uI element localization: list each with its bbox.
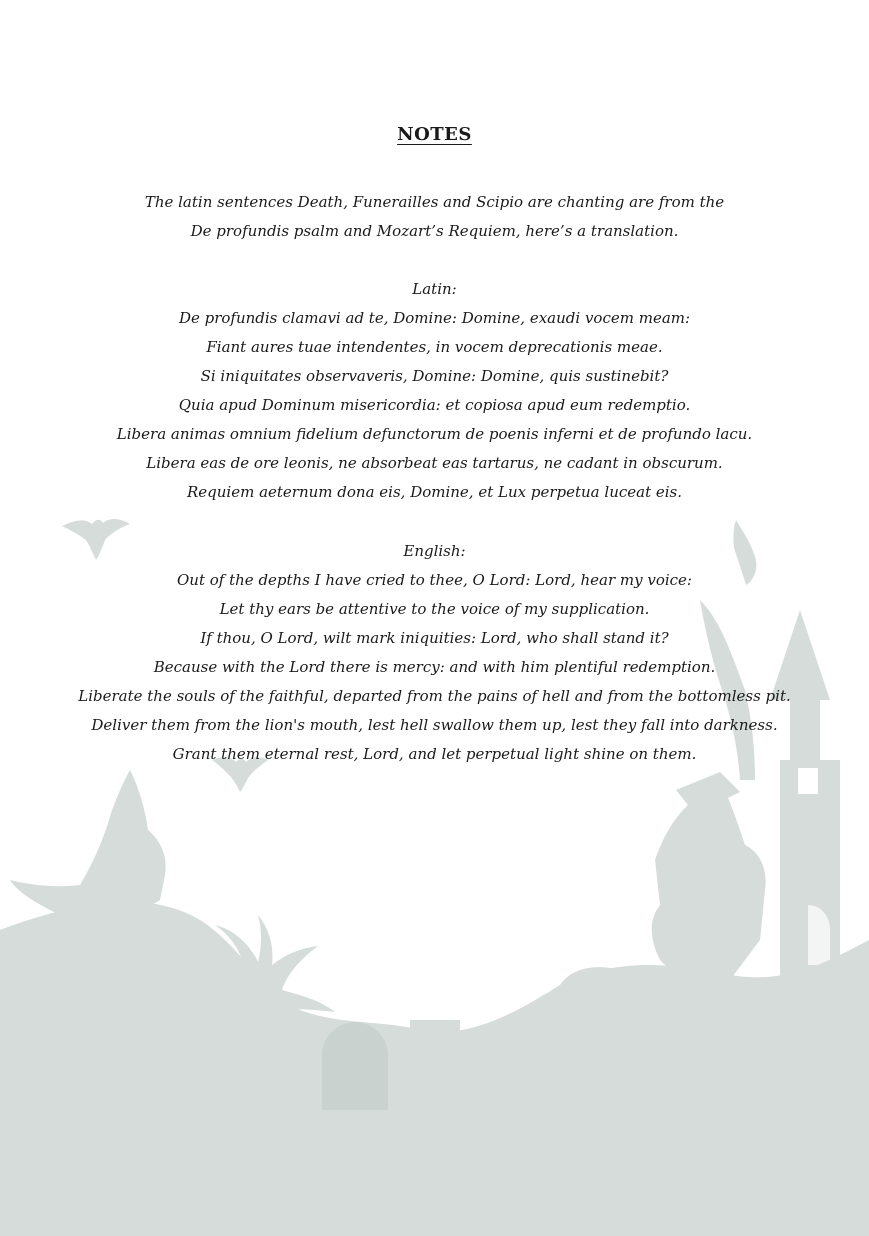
latin-line: Si iniquitates observaveris, Domine: Domine, quis sustinebit? [200,367,669,385]
english-line: Deliver them from the lion's mouth, lest hell swallow them up, lest they fall into darkness. [91,716,778,734]
page-title: NOTES [397,124,472,145]
english-section [0,537,869,769]
latin-line: Quia apud Dominum misericordia: et copiosa apud eum redemptio. [178,396,691,414]
latin-line: Fiant aures tuae intendentes, in vocem deprecationis meae. [206,338,663,356]
english-heading: English: [403,542,466,560]
latin-line: De profundis clamavi ad te, Domine: Domine, exaudi vocem meam: [178,309,691,327]
intro-line: The latin sentences Death, Funerailles and Scipio are chanting are from the [144,193,725,211]
english-line: Grant them eternal rest, Lord, and let perpetual light shine on them. [172,745,697,763]
english-line: Let thy ears be attentive to the voice of my supplication. [219,600,650,618]
latin-heading: Latin: [412,280,457,298]
english-line: If thou, O Lord, wilt mark iniquities: Lord, who shall stand it? [200,629,669,647]
latin-section [0,275,869,507]
latin-line: Libera animas omnium fidelium defunctorum de poenis inferni et de profundo lacu. [116,425,753,443]
english-line: Liberate the souls of the faithful, departed from the pains of hell and from the bottomless pit. [78,687,791,705]
english-line: Because with the Lord there is mercy: and with him plentiful redemption. [153,658,716,676]
english-line: Out of the depths I have cried to thee, O Lord: Lord, hear my voice: [177,571,692,589]
intro-line: De profundis psalm and Mozart’s Requiem, here’s a translation. [190,222,679,240]
intro-paragraph [0,188,869,246]
tombstone-silhouette [322,1022,388,1110]
scarecrow-silhouette [652,772,766,990]
latin-line: Libera eas de ore leonis, ne absorbeat eas tartarus, ne cadant in obscurum. [146,454,723,472]
latin-line: Requiem aeternum dona eis, Domine, et Lux perpetua luceat eis. [186,483,683,501]
